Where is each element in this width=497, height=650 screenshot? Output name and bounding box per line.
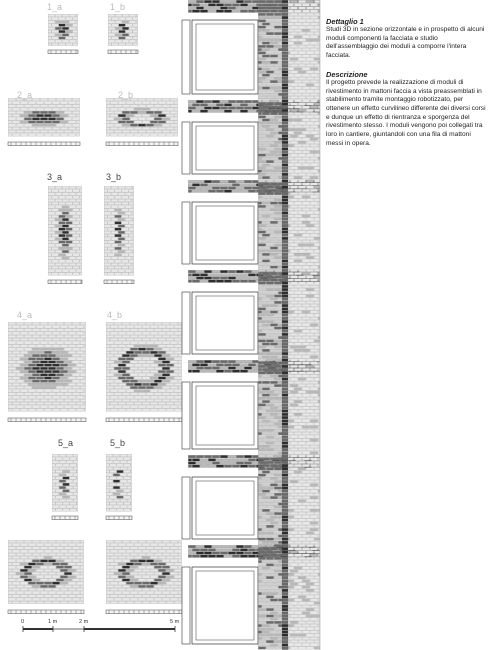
panel-label-5b: 5_b: [110, 438, 126, 448]
module-plan-section: [106, 142, 178, 146]
brick-module: [108, 14, 137, 45]
panel-label-1a: 1_a: [47, 2, 63, 12]
brick-module: [52, 454, 77, 511]
brick-module: [106, 98, 177, 136]
module-plan-section: [48, 50, 78, 54]
panel-label-3b: 3_b: [106, 172, 122, 182]
scale-tick-1m: 1 m: [48, 619, 58, 625]
scale-tick-2m: 2 m: [79, 619, 89, 625]
module-plan-section: [8, 418, 86, 422]
scale-tick-5m: 5 m: [170, 619, 180, 625]
panel-label-4b: 4_b: [107, 310, 123, 320]
panel-label-1b: 1_b: [110, 2, 126, 12]
panel-label-5a: 5_a: [58, 438, 74, 448]
detail-heading: Dettaglio 1: [326, 17, 364, 26]
brick-module: [104, 186, 133, 275]
brick-module: [48, 186, 81, 275]
brick-module: [106, 322, 181, 411]
module-plan-section: [108, 50, 138, 54]
panel-label-2b: 2_b: [118, 90, 134, 100]
panel-label-4a: 4_a: [17, 310, 33, 320]
description-body: Il progetto prevede la realizzazione di moduli di rivestimento in mattoni faccia a vista preassemblati in stabilimento tramite montaggio robotizzato, per ottenere un effetto curvilineo differente dei diversi corsi e dunque un effetto di rientranza e sporgenza del rivestimento stesso. I moduli vengono poi collegati tra loro in cantiere, giuntandoli con una fila di mattoni messi in opera.: [326, 78, 486, 147]
description-heading: Descrizione: [326, 69, 368, 79]
scale-bar: [20, 620, 180, 634]
brick-module: [106, 540, 181, 603]
brick-module: [8, 322, 85, 411]
brick-module: [8, 540, 83, 603]
brick-module: [8, 98, 79, 136]
module-plan-section: [104, 280, 134, 284]
brick-module: [48, 14, 77, 45]
facade-elevation: [182, 0, 320, 650]
scale-tick-0: 0: [21, 619, 25, 625]
module-plan-section: [48, 280, 82, 284]
detail-body: Studi 3D in sezione orizzontale e in prospetto di alcuni moduli componenti la facciata e studio dell'assemblaggio dei moduli a comporre l'intera facciata.: [326, 26, 485, 60]
module-plan-section: [8, 142, 80, 146]
text-column: [326, 17, 486, 157]
brick-module: [106, 454, 131, 511]
panel-label-3a: 3_a: [47, 172, 63, 182]
panel-label-2a: 2_a: [17, 90, 33, 100]
